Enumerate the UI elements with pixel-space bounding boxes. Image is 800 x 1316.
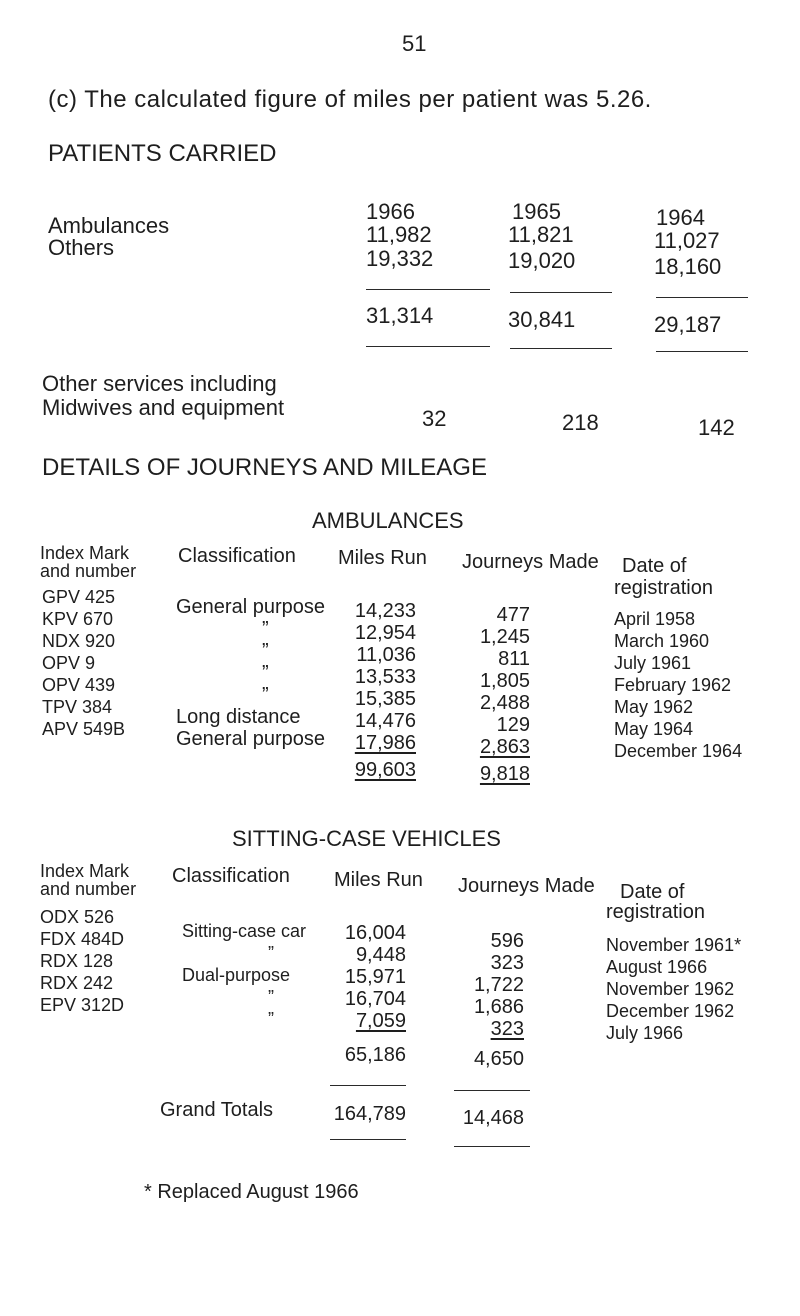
amb-miles-5: 14,476: [354, 710, 416, 732]
row-label-others: Others: [48, 235, 115, 260]
scv-journeys-4: 323: [490, 1018, 524, 1040]
amb-date-3: February 1962: [614, 675, 732, 695]
grand-rule-journeys-top: [454, 1090, 530, 1091]
total-rule-1966: [366, 346, 490, 347]
amb-class-4: ”: [262, 684, 269, 706]
amb-class-3: ”: [262, 662, 269, 684]
scv-header-index: Index Mark: [40, 861, 130, 881]
intro-text: (c) The calculated figure of miles per patient was 5.26.: [48, 86, 652, 113]
amb-class-0: General purpose: [176, 596, 325, 618]
amb-class-2: ”: [262, 640, 269, 662]
subtotal-rule-1966: [366, 289, 490, 290]
scv-miles-3: 16,704: [344, 988, 406, 1010]
amb-journeys-3: 1,805: [479, 670, 530, 692]
total-rule-1964: [656, 351, 748, 352]
amb-miles-4: 15,385: [354, 688, 416, 710]
amb-classification-column: [176, 596, 336, 750]
row-label-ambulances: Ambulances: [48, 213, 170, 238]
others-1966: 19,332: [366, 246, 434, 271]
amb-date-6: December 1964: [614, 741, 743, 761]
amb-class-6: General purpose: [176, 728, 325, 750]
amb-index-0: GPV 425: [42, 587, 116, 607]
scv-index-3: RDX 242: [40, 973, 114, 993]
ambulances-1964: 11,027: [654, 228, 720, 253]
scv-index-column: [40, 906, 124, 1016]
grand-totals-label: Grand Totals: [160, 1099, 274, 1121]
scv-class-2: Dual-purpose: [182, 965, 291, 985]
amb-index-4: OPV 439: [42, 675, 116, 695]
scv-miles-2: 15,971: [344, 966, 406, 988]
scv-miles-0: 16,004: [344, 922, 406, 944]
scv-date-4: July 1966: [606, 1023, 684, 1043]
amb-journeys-1: 1,245: [479, 626, 530, 648]
amb-miles-0: 14,233: [354, 600, 416, 622]
grand-totals-miles: 164,789: [333, 1103, 406, 1125]
grand-rule-miles-bottom: [330, 1139, 406, 1140]
amb-class-5: Long distance: [176, 706, 301, 728]
scv-index-1: FDX 484D: [40, 929, 125, 949]
scv-date-column: [606, 934, 741, 1044]
other-services-label-1: Other services including: [42, 371, 277, 396]
scv-journeys-3: 1,686: [473, 996, 524, 1018]
year-1964: 1964: [656, 205, 705, 230]
grand-totals-journeys: 14,468: [462, 1107, 524, 1129]
amb-class-1: ”: [262, 618, 269, 640]
patients-heading: PATIENTS CARRIED: [48, 140, 277, 167]
scv-header-miles: Miles Run: [334, 869, 423, 891]
amb-index-6: APV 549B: [42, 719, 126, 739]
ambulances-1965: 11,821: [508, 222, 574, 247]
scv-journeys-0: 596: [490, 930, 524, 952]
others-1964: 18,160: [654, 254, 722, 279]
other-services-1965: 218: [562, 410, 599, 435]
amb-date-2: July 1961: [614, 653, 692, 673]
amb-miles-2: 11,036: [356, 644, 416, 666]
amb-date-0: April 1958: [614, 609, 696, 629]
subtotal-rule-1964: [656, 297, 748, 298]
scv-date-2: November 1962: [606, 979, 735, 999]
details-heading: DETAILS OF JOURNEYS AND MILEAGE: [42, 454, 487, 481]
scv-class-3: ”: [268, 987, 274, 1007]
scv-journeys-column: [434, 930, 524, 1040]
amb-index-column: [42, 586, 125, 740]
total-1966: 31,314: [366, 303, 434, 328]
total-rule-1965: [510, 348, 612, 349]
scv-miles-column: [320, 922, 406, 1032]
scv-classification-column: [182, 920, 332, 1030]
scv-header-date: Date of: [620, 881, 685, 903]
amb-total-journeys: 9,818: [479, 763, 530, 785]
scv-class-0: Sitting-case car: [182, 921, 307, 941]
ambulances-heading: AMBULANCES: [312, 508, 464, 533]
amb-header-number: and number: [40, 561, 137, 581]
total-1964: 29,187: [654, 312, 722, 337]
amb-miles-3: 13,533: [354, 666, 416, 688]
page-number: 51: [402, 31, 427, 56]
amb-header-date: Date of: [622, 555, 687, 577]
amb-header-registration: registration: [614, 577, 713, 599]
scv-journeys-1: 323: [490, 952, 524, 974]
others-1965: 19,020: [508, 248, 576, 273]
other-services-1966: 32: [422, 406, 447, 431]
scv-header-classification: Classification: [172, 865, 290, 887]
scv-index-0: ODX 526: [40, 907, 115, 927]
amb-date-1: March 1960: [614, 631, 710, 651]
scv-class-1: ”: [268, 943, 274, 963]
scv-date-0: November 1961*: [606, 935, 742, 955]
ambulances-1966: 11,982: [366, 222, 432, 247]
scv-date-3: December 1962: [606, 1001, 735, 1021]
amb-total-miles: 99,603: [354, 759, 416, 781]
amb-journeys-0: 477: [496, 604, 530, 626]
amb-journeys-5: 129: [496, 714, 530, 736]
amb-journeys-4: 2,488: [479, 692, 530, 714]
sitting-case-heading: SITTING-CASE VEHICLES: [232, 826, 501, 851]
subtotal-rule-1965: [510, 292, 612, 293]
amb-header-journeys: Journeys Made: [462, 551, 599, 573]
amb-journeys-column: [440, 604, 530, 758]
scv-header-number: and number: [40, 879, 137, 899]
scv-header-journeys: Journeys Made: [458, 875, 595, 897]
year-1965: 1965: [512, 199, 561, 224]
amb-miles-6: 17,986: [354, 732, 416, 754]
footnote: * Replaced August 1966: [144, 1181, 359, 1203]
year-1966: 1966: [366, 199, 415, 224]
total-1965: 30,841: [508, 307, 576, 332]
amb-header-index: Index Mark: [40, 543, 130, 563]
scv-miles-1: 9,448: [355, 944, 406, 966]
amb-date-4: May 1962: [614, 697, 694, 717]
amb-miles-1: 12,954: [354, 622, 416, 644]
amb-date-column: [614, 608, 742, 762]
amb-journeys-2: 811: [498, 648, 530, 670]
amb-journeys-6: 2,863: [479, 736, 530, 758]
amb-index-2: NDX 920: [42, 631, 116, 651]
scv-total-journeys: 4,650: [473, 1048, 524, 1070]
amb-header-classification: Classification: [178, 545, 296, 567]
other-services-label-2: Midwives and equipment: [42, 395, 285, 420]
scv-journeys-2: 1,722: [473, 974, 524, 996]
scv-index-4: EPV 312D: [40, 995, 125, 1015]
scv-index-2: RDX 128: [40, 951, 114, 971]
amb-header-miles: Miles Run: [338, 547, 427, 569]
amb-index-5: TPV 384: [42, 697, 113, 717]
scv-class-4: ”: [268, 1009, 274, 1029]
amb-date-5: May 1964: [614, 719, 694, 739]
amb-miles-column: [330, 600, 416, 754]
scv-total-miles: 65,186: [344, 1044, 406, 1066]
other-services-1964: 142: [698, 415, 735, 440]
amb-index-1: KPV 670: [42, 609, 114, 629]
amb-index-3: OPV 9: [42, 653, 96, 673]
scv-miles-4: 7,059: [355, 1010, 406, 1032]
scv-header-registration: registration: [606, 901, 705, 923]
grand-rule-journeys-bottom: [454, 1146, 530, 1147]
scv-date-1: August 1966: [606, 957, 708, 977]
grand-rule-miles-top: [330, 1085, 406, 1086]
